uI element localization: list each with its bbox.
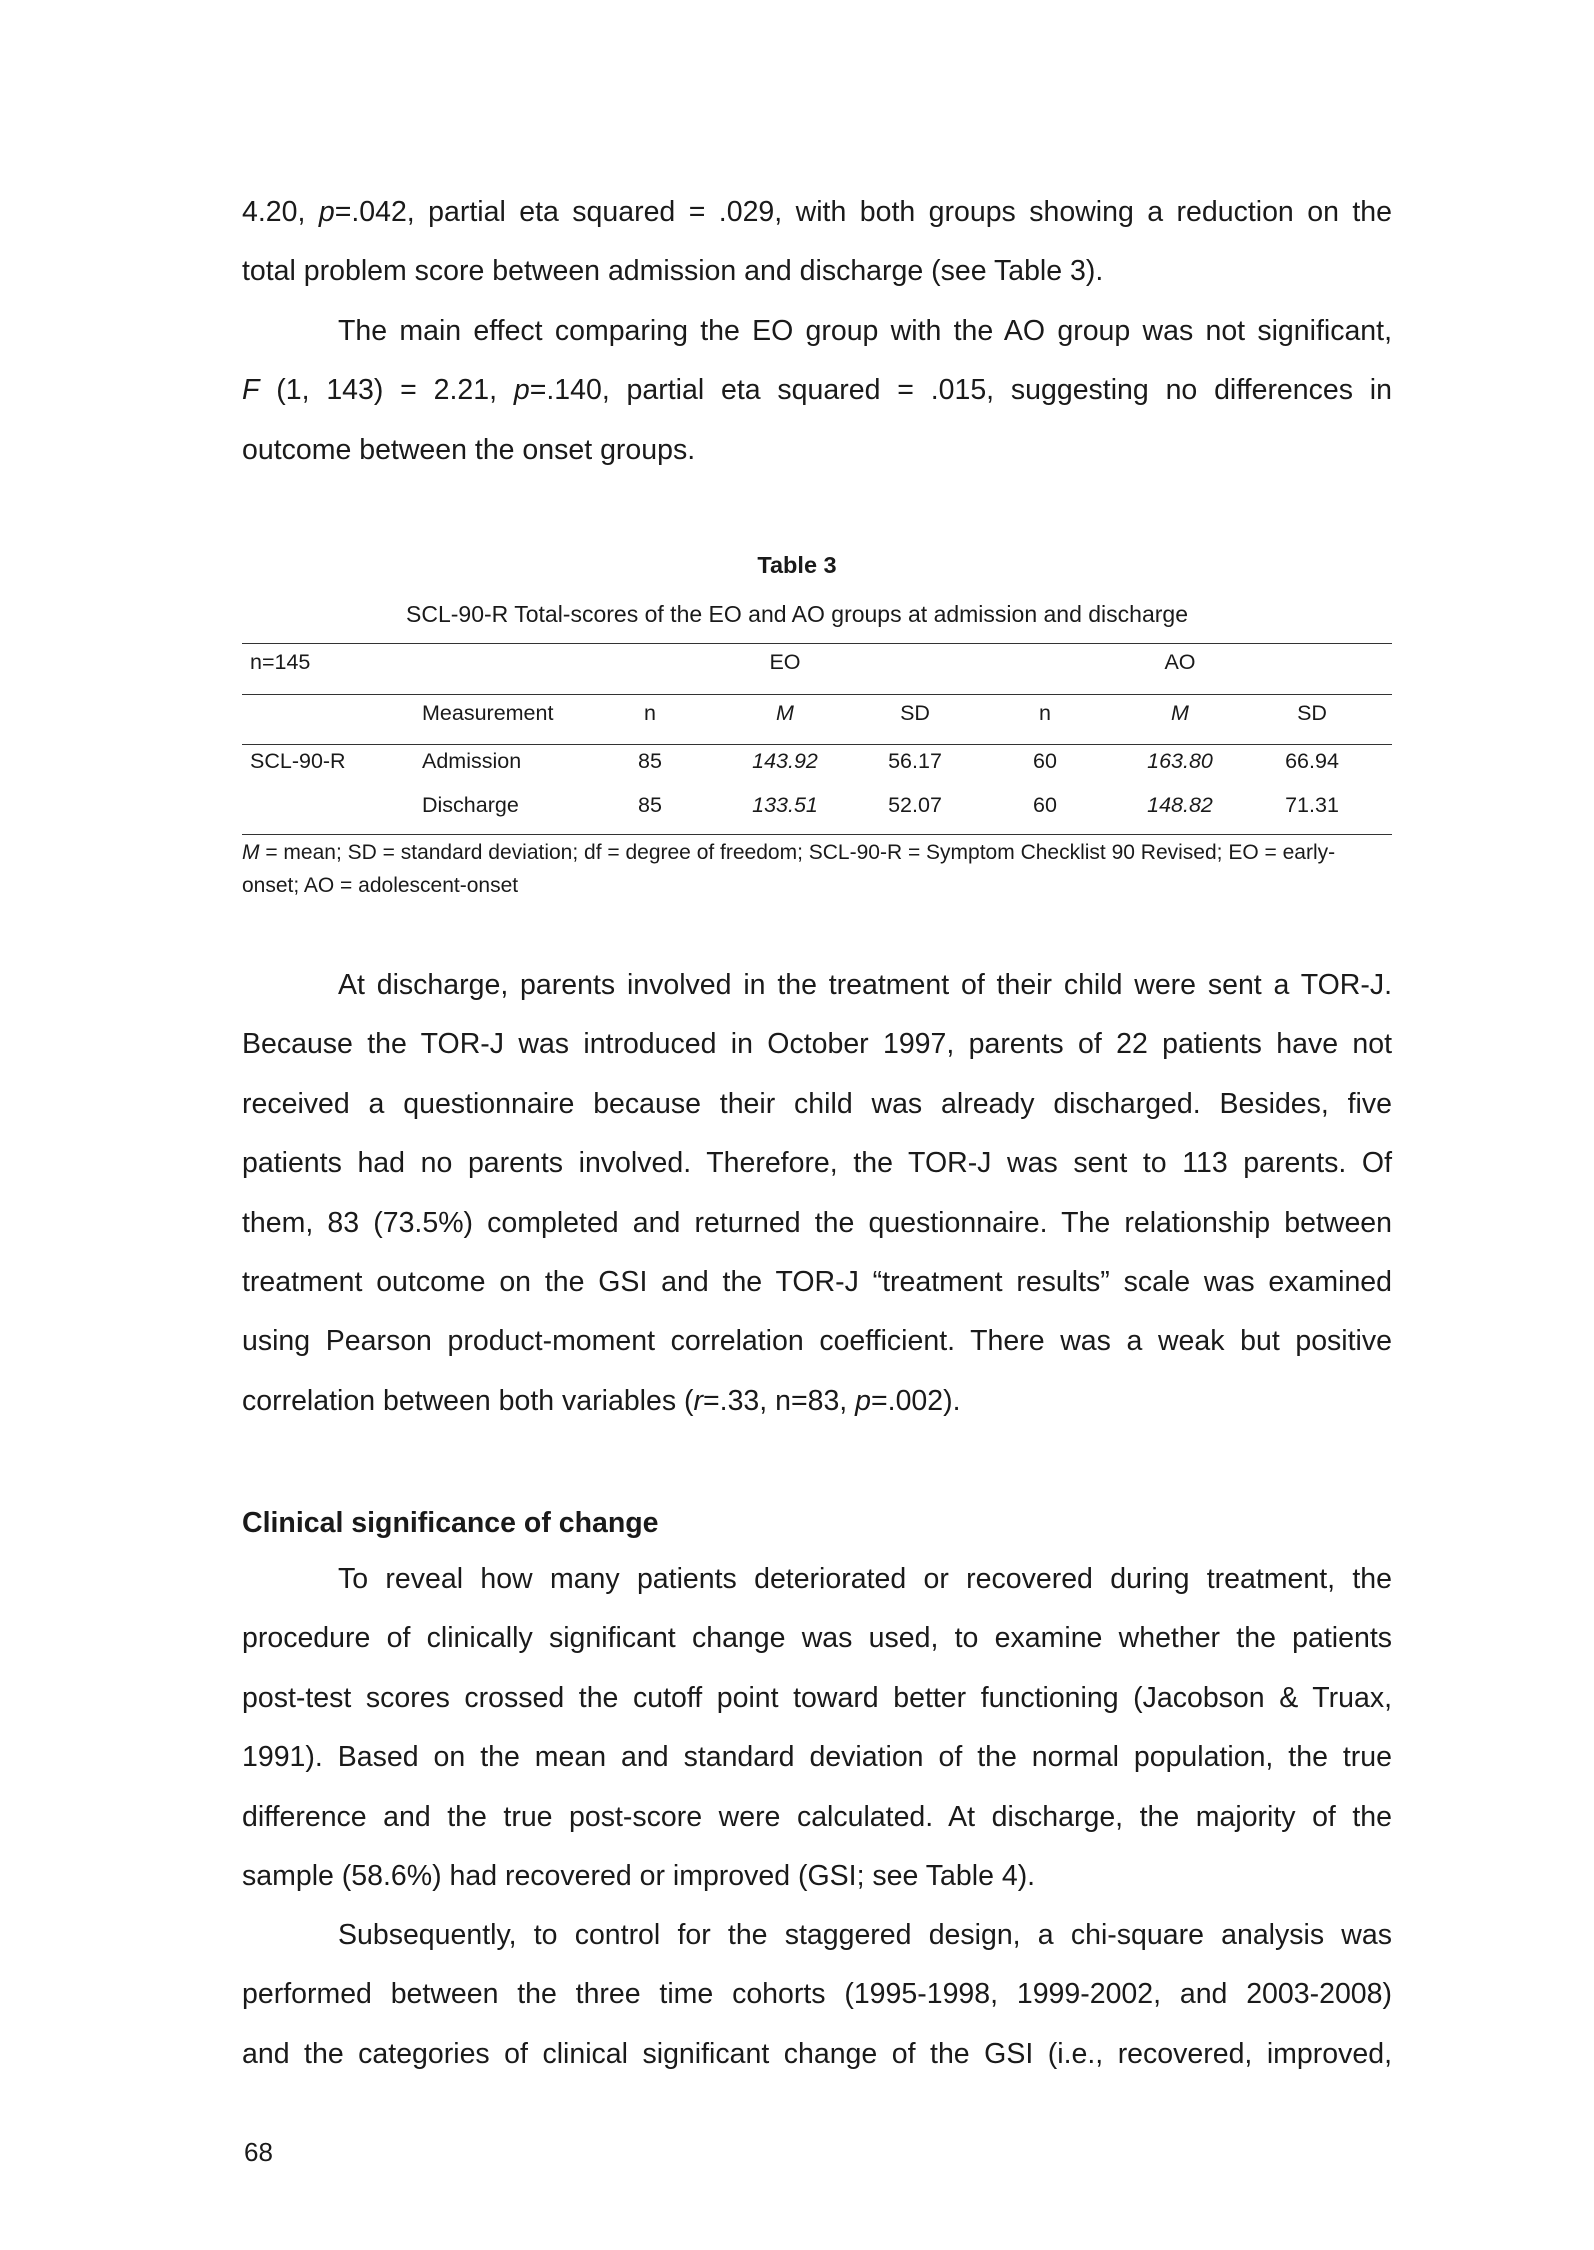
text-line: 4.20, p=.042, partial eta squared = .029, with both groups showing a reduction on the [242,196,1392,228]
text-line: Because the TOR-J was introduced in October 1997, parents of 22 patients have not [242,1028,1392,1061]
text-line: To reveal how many patients deteriorated or recovered during treatment, the [338,1563,1392,1595]
text-line: difference and the true post-score were calculated. At discharge, the majority of the [242,1800,1392,1833]
paragraph-chi-square [242,1906,1392,2084]
table-rule-bottom [242,834,1392,835]
text-line: correlation between both variables (r=.33, n=83, p=.002). [242,1384,961,1417]
text-line: 1991). Based on the mean and standard deviation of the normal population, the true [242,1741,1392,1774]
paragraph-tor-j [242,956,1392,1431]
text-line: and the categories of clinical significant change of the GSI (i.e., recovered, improved, [242,2037,1392,2070]
paragraph-main-effect [242,302,1392,480]
table-col-eo-n: n [644,701,656,725]
table-cell: 143.92 [752,749,818,773]
text-line: patients had no parents involved. Therefore, the TOR-J was sent to 113 parents. Of [242,1147,1392,1180]
table-note [242,836,1392,902]
table-note-line: M = mean; SD = standard deviation; df = degree of freedom; SCL-90-R = Symptom Checklist 90 Revised; EO = early- [242,841,1336,864]
table-cell: 85 [638,749,662,773]
paragraph-results-interaction [242,183,1392,302]
table-row-label: Discharge [422,793,519,817]
text-line: using Pearson product-moment correlation coefficient. There was a weak but positive [242,1325,1392,1358]
table-title: SCL-90-R Total-scores of the EO and AO groups at admission and discharge [406,601,1188,627]
table-note-line: onset; AO = adolescent-onset [242,874,519,897]
table-cell: 85 [638,793,662,817]
text-line: Subsequently, to control for the staggered design, a chi-square analysis was [338,1919,1392,1951]
text-line: them, 83 (73.5%) completed and returned the questionnaire. The relationship between [242,1206,1392,1239]
table-cell: 60 [1033,793,1057,817]
table-col-ao-sd: SD [1297,701,1327,725]
table-col-measurement: Measurement [422,701,554,725]
table-cell: 66.94 [1285,749,1339,773]
text-line: The main effect comparing the EO group with the AO group was not significant, [338,315,1392,347]
table-cell: 52.07 [888,793,942,817]
table-number: Table 3 [757,552,837,578]
page-number: 68 [244,2137,273,2167]
table-rule-mid [242,694,1392,695]
text-line: procedure of clinically significant change was used, to examine whether the patients [242,1622,1392,1655]
table-group-eo: EO [769,650,801,674]
paragraph-clinical-change [242,1550,1392,1906]
table-cell: 133.51 [752,793,818,817]
text-line: F (1, 143) = 2.21, p=.140, partial eta squared = .015, suggesting no differences in [242,374,1392,407]
text-line: sample (58.6%) had recovered or improved (GSI; see Table 4). [242,1860,1036,1893]
table-cell: 56.17 [888,749,942,773]
table-col-eo-m: M [776,701,794,725]
table-rule-header-bottom [242,744,1392,745]
table-measure-label: SCL-90-R [250,749,346,773]
table-group-ao: AO [1164,650,1196,674]
table-col-ao-n: n [1039,701,1051,725]
text-line: At discharge, parents involved in the treatment of their child were sent a TOR-J. [338,969,1392,1001]
table-row-label: Admission [422,749,522,773]
table-col-ao-m: M [1171,701,1189,725]
table-sample-size: n=145 [250,650,311,674]
text-line: treatment outcome on the GSI and the TOR-J “treatment results” scale was examined [242,1266,1392,1299]
text-line: post-test scores crossed the cutoff point toward better functioning (Jacobson & Truax, [242,1681,1392,1714]
table-cell: 60 [1033,749,1057,773]
text-line: received a questionnaire because their child was already discharged. Besides, five [242,1087,1392,1120]
text-line: outcome between the onset groups. [242,433,696,466]
table-rule-top [242,643,1392,644]
section-heading: Clinical significance of change [242,1507,659,1539]
table-cell: 71.31 [1285,793,1339,817]
table-col-eo-sd: SD [900,701,930,725]
table-cell: 163.80 [1147,749,1213,773]
table-cell: 148.82 [1147,793,1213,817]
text-line: performed between the three time cohorts (1995-1998, 1999-2002, and 2003-2008) [242,1978,1392,2011]
text-line: total problem score between admission and discharge (see Table 3). [242,255,1104,288]
